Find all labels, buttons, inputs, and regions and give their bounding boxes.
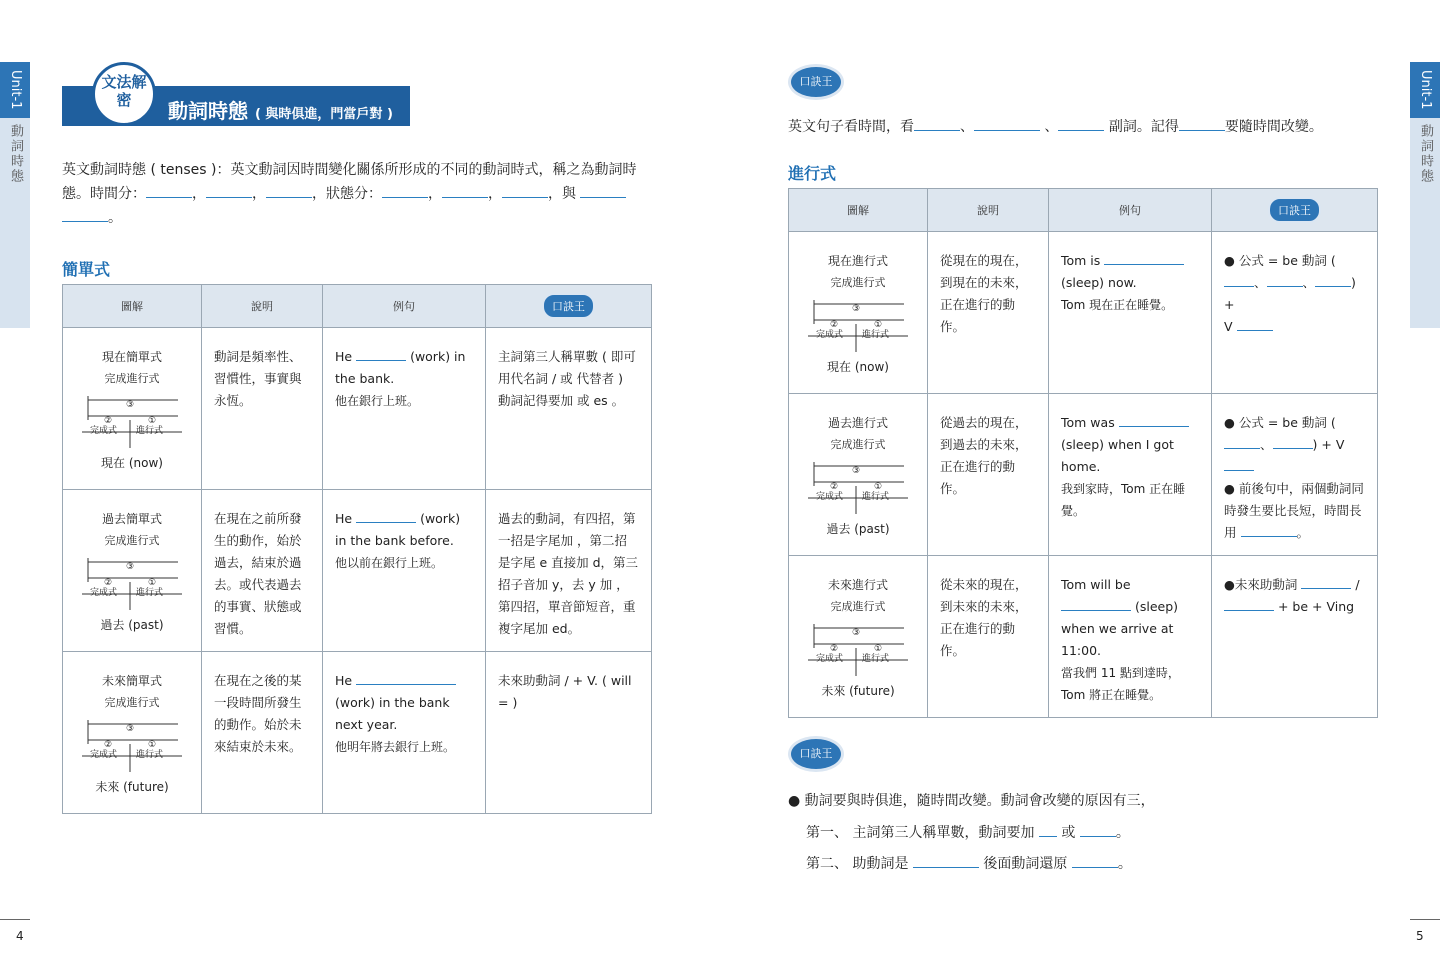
chapter-title: 動詞時態 — [1418, 124, 1433, 184]
bottom-tip-2: 第一、 主詞第三人稱單數，動詞要加 或 。 — [806, 822, 1130, 842]
desc-cell: 從未來的現在，到未來的未來，正在進行的動作。 — [928, 556, 1049, 718]
diagram-cell: 過去簡單式 完成進行式 ③ ② ① 完成式 進行式 過去 (past) — [63, 490, 202, 652]
table-row — [789, 556, 1378, 718]
desc-cell: 從過去的現在，到過去的未來，正在進行的動作。 — [928, 394, 1049, 556]
desc-cell: 在現在之前所發生的動作，始於過去，結束於過去。或代表過去的事實、狀態或習慣。 — [202, 490, 323, 652]
tip-king-badge: 口訣王 — [788, 736, 844, 772]
table-row — [789, 394, 1378, 556]
timeline-diagram: ③ ② ① 完成式 進行式 未來 (future) — [90, 724, 169, 794]
table-row — [789, 232, 1378, 394]
page-number-right: 5 — [1416, 929, 1424, 943]
tip-cell: 主詞第三人稱單數 ( 即可用代名詞 / 或 代替者 ) 動詞記得要加 或 es 。 — [486, 328, 652, 490]
side-tab-left — [0, 62, 30, 328]
example-cell: Tom will be (sleep) when we arrive at 11:00. 當我們 11 點到達時，Tom 將正在睡覺。 — [1049, 556, 1212, 718]
diagram-cell: 未來進行式 完成進行式 ③ ② ① 完成式 進行式 未來 (future) — [789, 556, 928, 718]
section-simple: 簡單式 — [62, 260, 111, 279]
footer-rule — [1410, 919, 1440, 920]
example-cell: He (work) in the bank. 他在銀行上班。 — [323, 328, 486, 490]
desc-cell: 從現在的現在，到現在的未來，正在進行的動作。 — [928, 232, 1049, 394]
desc-cell: 動詞是頻率性、習慣性，事實與永恆。 — [202, 328, 323, 490]
example-cell: He (work) in the bank before. 他以前在銀行上班。 — [323, 490, 486, 652]
header-diagram: 圖解 — [63, 285, 202, 328]
timeline-diagram: ③ ② ① 完成式 進行式 過去 (past) — [90, 562, 164, 632]
timeline-diagram: ③ ② ① 完成式 進行式 現在 (now) — [816, 304, 890, 374]
unit-label: Unit-1 — [1410, 62, 1440, 118]
diagram-cell: 現在簡單式 完成進行式 ③ ② ① 完成式 進行式 現在 (now) — [63, 328, 202, 490]
header-tip: 口訣王 — [1212, 189, 1378, 232]
header-desc: 說明 — [202, 285, 323, 328]
header-example: 例句 — [1049, 189, 1212, 232]
table-row — [63, 652, 652, 814]
tip-cell: ● 公式 = be 動詞 (、 ) + V ● 前後句中，兩個動詞同時發生要比長短，時間長用 。 — [1212, 394, 1378, 556]
header-example: 例句 — [323, 285, 486, 328]
header-desc: 說明 — [928, 189, 1049, 232]
progressive-tense-table — [788, 188, 1378, 718]
tip-cell: 未來助動詞 / + V. ( will = ) — [486, 652, 652, 814]
header-diagram: 圖解 — [789, 189, 928, 232]
tip-cell: ● 公式 = be 動詞 (、 、 ) + V — [1212, 232, 1378, 394]
unit-label: Unit-1 — [0, 62, 30, 118]
page-number-left: 4 — [16, 929, 24, 943]
example-cell: Tom is (sleep) now. Tom 現在正在睡覺。 — [1049, 232, 1212, 394]
table-row — [63, 328, 652, 490]
footer-rule — [0, 919, 30, 920]
timeline-diagram: ③ ② ① 完成式 進行式 現在 (now) — [90, 400, 164, 470]
timeline-diagram: ③ ② ① 完成式 進行式 未來 (future) — [816, 628, 895, 698]
table-row — [63, 490, 652, 652]
grammar-badge: 文法解密 — [92, 62, 156, 126]
tip-cell: ●未來助動詞 / + be + Ving — [1212, 556, 1378, 718]
example-cell: He (work) in the bank next year. 他明年將去銀行上班。 — [323, 652, 486, 814]
simple-tense-table — [62, 284, 652, 814]
section-progressive: 進行式 — [788, 164, 837, 183]
bottom-tip-3: 第二、 助動詞是 後面動詞還原 。 — [806, 853, 1132, 873]
timeline-diagram: ③ ② ① 完成式 進行式 過去 (past) — [816, 466, 890, 536]
bottom-tip-1: ● 動詞要與時俱進，隨時間改變。動詞會改變的原因有三， — [788, 793, 1155, 809]
desc-cell: 在現在之後的某一段時間所發生的動作。始於未來結束於未來。 — [202, 652, 323, 814]
tip-cell: 過去的動詞，有四招，第一招是字尾加 ，第二招是字尾 e 直接加 d，第三招子音加 y，去 y 加 ，第四招，單音節短音，重複字尾加 ed。 — [486, 490, 652, 652]
chapter-title: 動詞時態 — [8, 124, 23, 184]
example-cell: Tom was (sleep) when I got home. 我到家時，Tom 正在睡覺。 — [1049, 394, 1212, 556]
page-title: 動詞時態 ( 與時俱進，門當戶對 ) — [168, 99, 393, 123]
diagram-cell: 過去進行式 完成進行式 ③ ② ① 完成式 進行式 過去 (past) — [789, 394, 928, 556]
rule-line: 英文句子看時間，看 、 、 副詞。記得 要隨時間改變。 — [788, 115, 1388, 139]
diagram-cell: 未來簡單式 完成進行式 ③ ② ① 完成式 進行式 未來 (future) — [63, 652, 202, 814]
diagram-cell: 現在進行式 完成進行式 ③ ② ① 完成式 進行式 現在 (now) — [789, 232, 928, 394]
header-tip: 口訣王 — [486, 285, 652, 328]
tip-king-badge: 口訣王 — [788, 64, 844, 100]
side-tab-right — [1410, 62, 1440, 328]
intro-paragraph: 英文動詞時態 ( tenses )：英文動詞因時間變化關係所形成的不同的動詞時式，稱之為動詞時 態。時間分： ， ， ，狀態分： ， ， ，與 。 — [62, 162, 637, 226]
